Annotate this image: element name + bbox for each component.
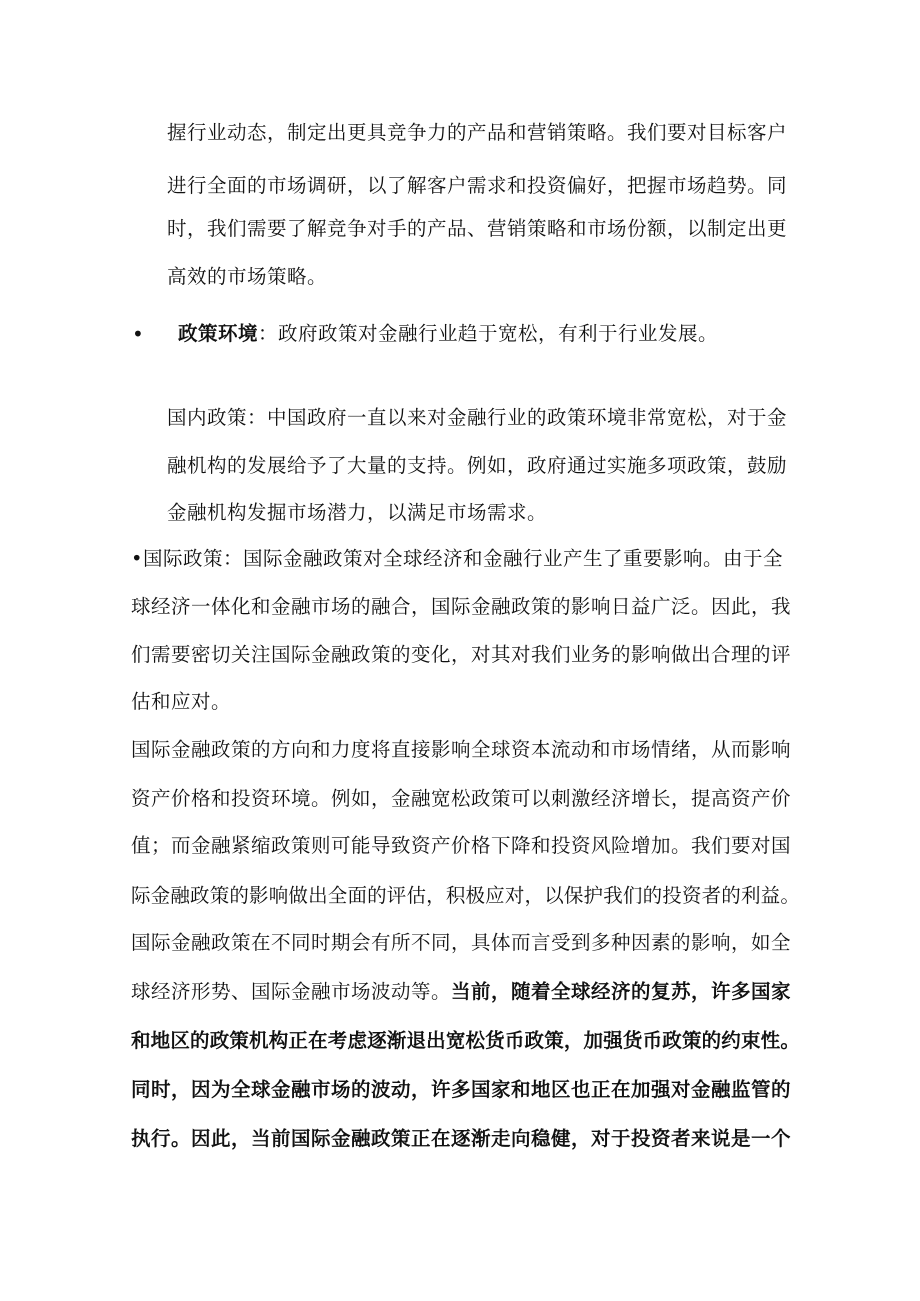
paragraph-line: 国际金融政策的方向和力度将直接影响全球资本流动和市场情绪，从而影响 (131, 738, 792, 761)
paragraph-line-bold: 同时，因为全球金融市场的波动，许多国家和地区也正在加强对金融监管的 (131, 1078, 792, 1101)
policy-environment-item (178, 321, 718, 347)
paragraph-line: 国际金融政策在不同时期会有所不同，具体而言受到多种因素的影响，如全 (131, 931, 792, 954)
paragraph-line: 时，我们需要了解竞争对手的产品、营销策略和市场份额，以制定出更 (167, 217, 788, 240)
paragraph-line-mixed (131, 979, 791, 1005)
paragraph-line: 估和应对。 (131, 690, 232, 713)
paragraph-line-bold: 执行。因此，当前国际金融政策正在逐渐走向稳健，对于投资者来说是一个 (131, 1127, 792, 1150)
paragraph-line: 资产价格和投资环境。例如，金融宽松政策可以刺激经济增长，提高资产价 (131, 787, 792, 810)
paragraph-line: 高效的市场策略。 (167, 265, 328, 288)
policy-environment-term: 政策环境 (178, 322, 259, 345)
regular-text: 球经济形势、国际金融市场波动等。 (131, 980, 452, 1003)
paragraph-line: 球经济一体化和金融市场的融合，国际金融政策的影响日益广泛。因此，我 (131, 595, 792, 618)
bullet-marker: • (132, 322, 144, 346)
paragraph-line: 值；而金融紧缩政策则可能导致资产价格下降和投资风险增加。我们要对国 (131, 834, 792, 857)
paragraph-line: 金融机构发掘市场潜力，以满足市场需求。 (167, 501, 548, 524)
policy-environment-text: ：政府政策对金融行业趋于宽松，有利于行业发展。 (258, 322, 719, 345)
paragraph-line: 们需要密切关注国际金融政策的变化，对其对我们业务的影响做出合理的评 (131, 643, 792, 666)
paragraph-line: 进行全面的市场调研，以了解客户需求和投资偏好，把握市场趋势。同 (167, 174, 788, 197)
paragraph-line: •国际政策：国际金融政策对全球经济和金融行业产生了重要影响。由于全 (131, 547, 784, 570)
paragraph-line: 国内政策：中国政府一直以来对金融行业的政策环境非常宽松，对于金 (167, 406, 788, 429)
paragraph-line: 际金融政策的影响做出全面的评估，积极应对，以保护我们的投资者的利益。 (131, 884, 801, 907)
paragraph-line: 融机构的发展给予了大量的支持。例如，政府通过实施多项政策，鼓励 (167, 454, 788, 477)
bold-text: 当前，随着全球经济的复苏，许多国家 (451, 980, 792, 1003)
paragraph-line-bold: 和地区的政策机构正在考虑逐渐退出宽松货币政策，加强货币政策的约束性。 (131, 1029, 801, 1052)
paragraph-line: 握行业动态，制定出更具竞争力的产品和营销策略。我们要对目标客户 (167, 121, 788, 144)
